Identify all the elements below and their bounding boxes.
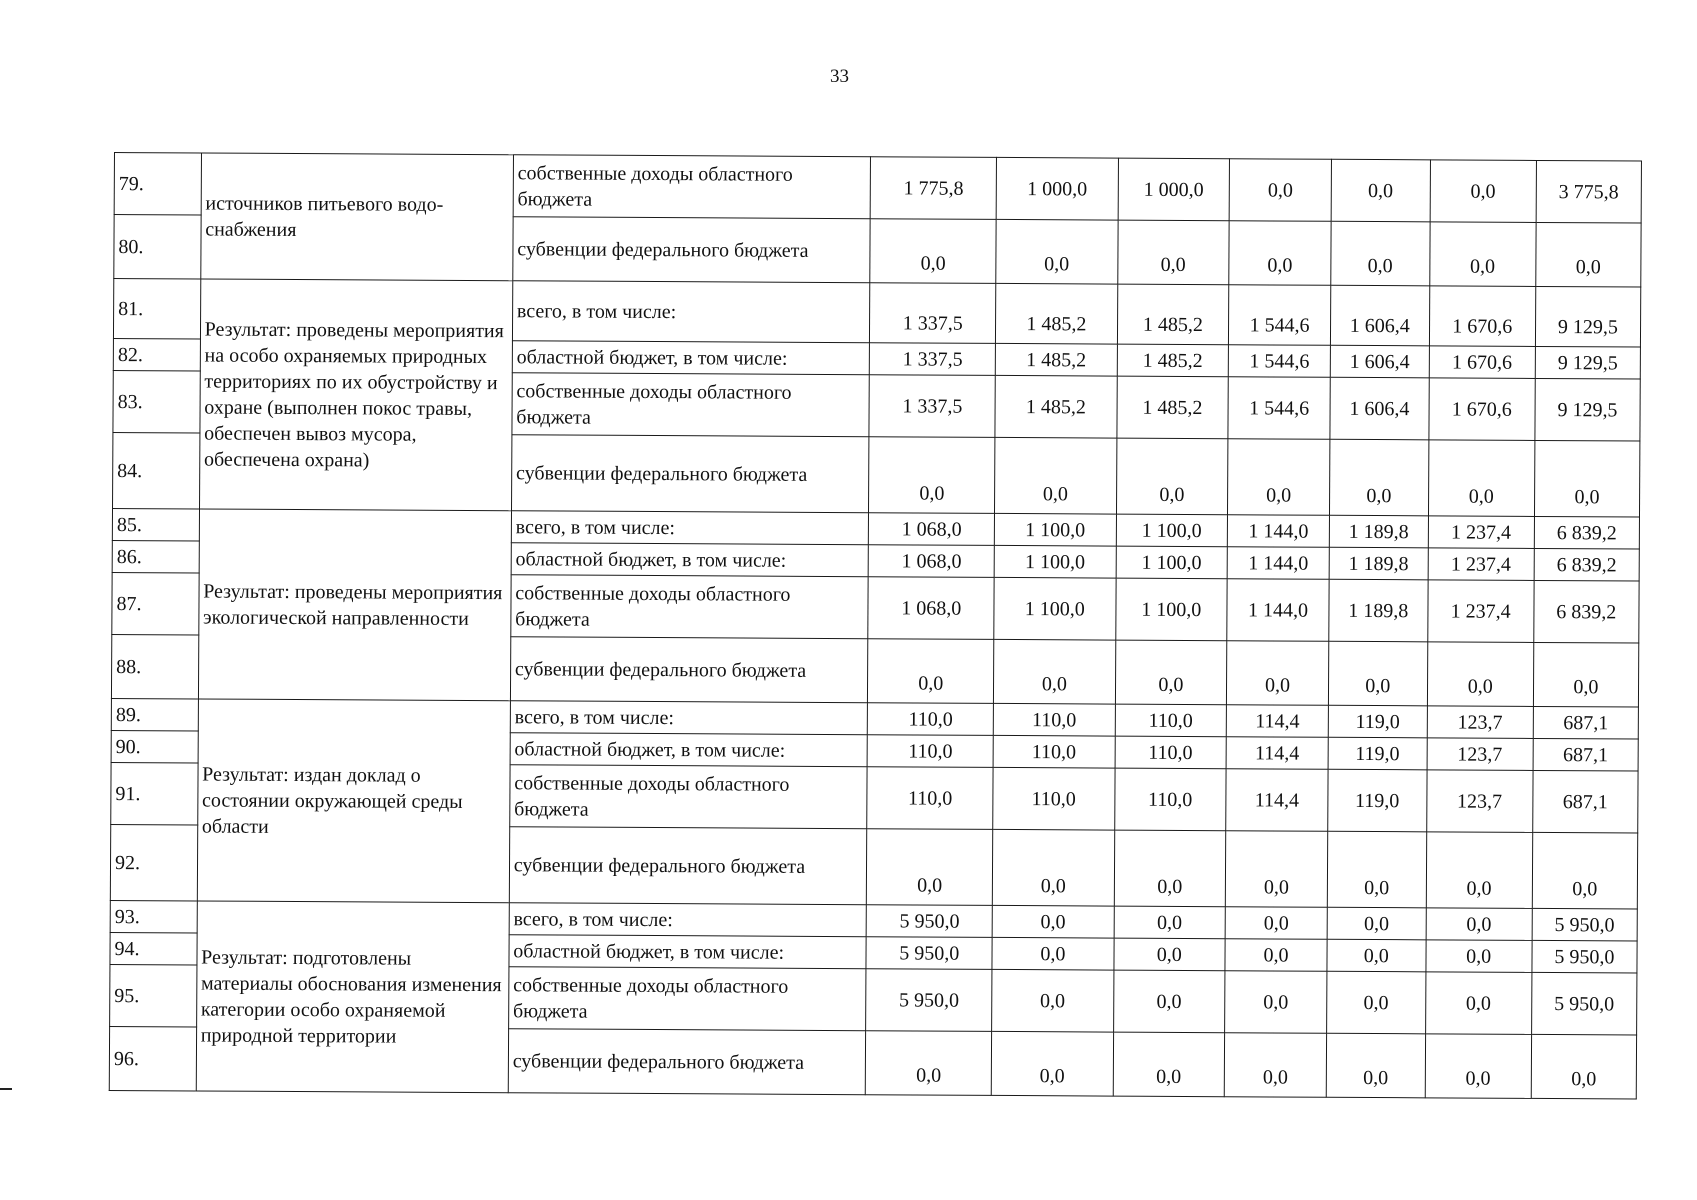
- value-cell: 5 950,0: [866, 937, 992, 970]
- group-description: Результат: издан доклад о состоянии окружающей среды области: [197, 699, 510, 903]
- value-cell: 0,0: [1534, 440, 1640, 517]
- value-cell: 1 606,4: [1330, 377, 1429, 440]
- row-number: 82.: [113, 338, 200, 370]
- row-number: 87.: [112, 572, 199, 634]
- value-cell: 0,0: [870, 219, 996, 284]
- value-cell: 0,0: [1428, 440, 1535, 517]
- value-cell: 1 144,0: [1227, 515, 1329, 548]
- value-cell: 0,0: [1533, 642, 1639, 707]
- value-cell: 110,0: [993, 703, 1115, 736]
- value-cell: 0,0: [1536, 222, 1642, 287]
- value-cell: 1 189,8: [1329, 515, 1428, 548]
- budget-table: [109, 152, 1642, 1100]
- funding-source: субвенции федерального бюджета: [509, 827, 867, 905]
- value-cell: 0,0: [1229, 221, 1331, 286]
- value-cell: 687,1: [1533, 706, 1638, 739]
- value-cell: 0,0: [1532, 832, 1638, 909]
- funding-source: всего, в том числе:: [511, 511, 869, 545]
- funding-source: собственные доходы областного бюджета: [510, 765, 868, 829]
- value-cell: 1 100,0: [1115, 578, 1227, 641]
- table-row: [113, 279, 1640, 348]
- value-cell: 110,0: [993, 767, 1115, 830]
- group-description: Результат: проведены мероприятия экологической направленности: [198, 509, 511, 701]
- value-cell: 1 485,2: [1117, 344, 1229, 377]
- value-cell: 5 950,0: [1531, 972, 1637, 1035]
- value-cell: 123,7: [1427, 706, 1533, 739]
- value-cell: 0,0: [1224, 1033, 1326, 1098]
- row-number: 90.: [111, 730, 198, 762]
- value-cell: 1 485,2: [1117, 284, 1229, 345]
- value-cell: 110,0: [867, 767, 993, 830]
- value-cell: 0,0: [1426, 908, 1532, 941]
- group-description: Результат: подготовлены материалы обоснования изменения категории особо охраняемой природной территории: [196, 901, 509, 1093]
- value-cell: 123,7: [1426, 770, 1533, 833]
- value-cell: 1 100,0: [994, 513, 1116, 546]
- value-cell: 0,0: [1229, 159, 1331, 222]
- value-cell: 0,0: [1426, 940, 1532, 973]
- value-cell: 1 000,0: [996, 157, 1118, 220]
- value-cell: 1 485,2: [1116, 376, 1228, 439]
- value-cell: 1 485,2: [995, 375, 1117, 438]
- row-number: 79.: [114, 153, 201, 215]
- value-cell: 0,0: [994, 639, 1116, 704]
- value-cell: 0,0: [1425, 972, 1532, 1035]
- value-cell: 0,0: [1429, 222, 1536, 287]
- funding-source: субвенции федерального бюджета: [511, 435, 869, 513]
- funding-source: собственные доходы областного бюджета: [511, 575, 869, 639]
- value-cell: 0,0: [1113, 938, 1225, 971]
- funding-source: областной бюджет, в том числе:: [509, 935, 867, 969]
- row-number: 88.: [111, 634, 198, 698]
- group-description: источников питьевого водо-снабжения: [200, 153, 513, 281]
- row-number: 91.: [111, 762, 198, 824]
- funding-source: субвенции федерального бюджета: [513, 217, 871, 283]
- page-number: 33: [830, 66, 849, 87]
- value-cell: 1 337,5: [870, 283, 996, 344]
- value-cell: 0,0: [1426, 832, 1533, 909]
- funding-source: всего, в том числе:: [510, 701, 868, 735]
- value-cell: 5 950,0: [1532, 908, 1637, 941]
- row-number: 96.: [109, 1026, 196, 1090]
- value-cell: 0,0: [1225, 831, 1327, 908]
- row-number: 83.: [113, 370, 200, 432]
- value-cell: 1 068,0: [869, 513, 995, 546]
- value-cell: 0,0: [1331, 221, 1430, 286]
- row-number: 81.: [113, 279, 200, 339]
- funding-source: всего, в том числе:: [509, 903, 867, 937]
- value-cell: 0,0: [1327, 939, 1426, 972]
- row-number: 94.: [110, 932, 197, 964]
- value-cell: 0,0: [995, 437, 1117, 514]
- value-cell: 6 839,2: [1534, 580, 1640, 643]
- value-cell: 5 950,0: [1532, 940, 1637, 973]
- value-cell: 1 100,0: [994, 545, 1116, 578]
- value-cell: 1 337,5: [870, 343, 996, 376]
- value-cell: 1 068,0: [868, 577, 994, 640]
- funding-source: областной бюджет, в том числе:: [510, 733, 868, 767]
- value-cell: 1 144,0: [1227, 579, 1329, 642]
- value-cell: 110,0: [1114, 768, 1226, 831]
- value-cell: 0,0: [1116, 438, 1228, 515]
- value-cell: 0,0: [1228, 439, 1330, 516]
- funding-source: субвенции федерального бюджета: [510, 637, 868, 703]
- value-cell: 0,0: [1225, 971, 1327, 1034]
- value-cell: 0,0: [1430, 160, 1537, 223]
- value-cell: 1 237,4: [1428, 548, 1534, 581]
- value-cell: 0,0: [1427, 642, 1534, 707]
- value-cell: 0,0: [868, 639, 994, 704]
- value-cell: 6 839,2: [1534, 548, 1639, 581]
- value-cell: 0,0: [1227, 641, 1329, 706]
- value-cell: 0,0: [867, 829, 993, 906]
- row-number: 95.: [110, 964, 197, 1026]
- value-cell: 1 606,4: [1330, 285, 1429, 346]
- value-cell: 0,0: [996, 219, 1118, 284]
- funding-source: субвенции федерального бюджета: [508, 1029, 866, 1095]
- value-cell: 119,0: [1328, 737, 1427, 770]
- funding-source: собственные доходы областного бюджета: [513, 155, 871, 219]
- funding-source: областной бюджет, в том числе:: [512, 341, 870, 375]
- value-cell: 1 000,0: [1118, 158, 1230, 221]
- value-cell: 119,0: [1328, 769, 1427, 832]
- value-cell: 1 100,0: [994, 577, 1116, 640]
- value-cell: 0,0: [1327, 907, 1426, 940]
- value-cell: 0,0: [1531, 1034, 1637, 1099]
- value-cell: 1 485,2: [996, 283, 1118, 344]
- row-number: 93.: [110, 900, 197, 932]
- group-description: Результат: проведены мероприятия на особо охраняемых природных территориях по их обустройству и охране (выполнен покос травы, обеспечен вывоз мусора, обеспечена охрана): [199, 279, 512, 511]
- value-cell: 1 237,4: [1428, 516, 1534, 549]
- value-cell: 0,0: [992, 829, 1114, 906]
- value-cell: 9 129,5: [1535, 378, 1641, 441]
- value-cell: 1 670,6: [1429, 378, 1536, 441]
- value-cell: 1 544,6: [1228, 377, 1330, 440]
- value-cell: 1 544,6: [1229, 285, 1331, 346]
- value-cell: 0,0: [866, 1031, 992, 1096]
- value-cell: 9 129,5: [1535, 286, 1641, 347]
- value-cell: 687,1: [1533, 738, 1638, 771]
- value-cell: 687,1: [1533, 770, 1639, 833]
- funding-source: всего, в том числе:: [512, 281, 870, 343]
- value-cell: 0,0: [1225, 939, 1327, 972]
- value-cell: 0,0: [992, 969, 1114, 1032]
- row-number: 84.: [113, 432, 200, 508]
- funding-source: собственные доходы областного бюджета: [512, 373, 870, 437]
- funding-source: собственные доходы областного бюджета: [508, 967, 866, 1031]
- value-cell: 6 839,2: [1534, 516, 1639, 549]
- value-cell: 1 100,0: [1116, 514, 1228, 547]
- value-cell: 0,0: [1114, 906, 1226, 939]
- value-cell: 0,0: [992, 905, 1114, 938]
- value-cell: 119,0: [1328, 705, 1427, 738]
- value-cell: 0,0: [1327, 971, 1426, 1034]
- value-cell: 5 950,0: [867, 905, 993, 938]
- value-cell: 110,0: [868, 735, 994, 768]
- value-cell: 0,0: [1331, 159, 1430, 222]
- value-cell: 1 485,2: [995, 343, 1117, 376]
- value-cell: 0,0: [1113, 1032, 1225, 1097]
- value-cell: 1 068,0: [869, 545, 995, 578]
- value-cell: 114,4: [1226, 769, 1328, 832]
- value-cell: 123,7: [1427, 738, 1533, 771]
- value-cell: 0,0: [1225, 907, 1327, 940]
- value-cell: 110,0: [1115, 736, 1227, 769]
- value-cell: 0,0: [1327, 831, 1426, 908]
- value-cell: 0,0: [1115, 640, 1227, 705]
- value-cell: 0,0: [869, 437, 995, 514]
- value-cell: 0,0: [1329, 439, 1428, 516]
- row-number: 89.: [111, 698, 198, 730]
- margin-mark: [0, 1088, 12, 1090]
- value-cell: 110,0: [1115, 704, 1227, 737]
- value-cell: 1 775,8: [871, 157, 997, 220]
- value-cell: 1 189,8: [1329, 547, 1428, 580]
- row-number: 85.: [112, 508, 199, 540]
- row-number: 80.: [114, 215, 201, 279]
- value-cell: 1 100,0: [1116, 546, 1228, 579]
- row-number: 92.: [110, 824, 197, 900]
- row-number: 86.: [112, 540, 199, 572]
- value-cell: 1 189,8: [1329, 579, 1428, 642]
- value-cell: 114,4: [1226, 737, 1328, 770]
- value-cell: 5 950,0: [866, 969, 992, 1032]
- value-cell: 1 544,6: [1228, 345, 1330, 378]
- value-cell: 1 606,4: [1330, 345, 1429, 378]
- value-cell: 0,0: [991, 1031, 1113, 1096]
- value-cell: 0,0: [1326, 1033, 1425, 1098]
- value-cell: 0,0: [1114, 830, 1226, 907]
- value-cell: 110,0: [993, 735, 1115, 768]
- value-cell: 1 337,5: [869, 375, 995, 438]
- value-cell: 9 129,5: [1535, 346, 1640, 379]
- table-row: [114, 153, 1641, 224]
- value-cell: 0,0: [1425, 1034, 1532, 1099]
- value-cell: 0,0: [1328, 641, 1427, 706]
- value-cell: 3 775,8: [1536, 160, 1642, 223]
- value-cell: 0,0: [992, 937, 1114, 970]
- value-cell: 110,0: [868, 703, 994, 736]
- value-cell: 1 670,6: [1429, 286, 1536, 347]
- value-cell: 1 144,0: [1227, 547, 1329, 580]
- value-cell: 0,0: [1117, 220, 1229, 285]
- value-cell: 1 670,6: [1429, 346, 1535, 379]
- funding-source: областной бюджет, в том числе:: [511, 543, 869, 577]
- value-cell: 0,0: [1113, 970, 1225, 1033]
- value-cell: 114,4: [1226, 705, 1328, 738]
- value-cell: 1 237,4: [1427, 580, 1534, 643]
